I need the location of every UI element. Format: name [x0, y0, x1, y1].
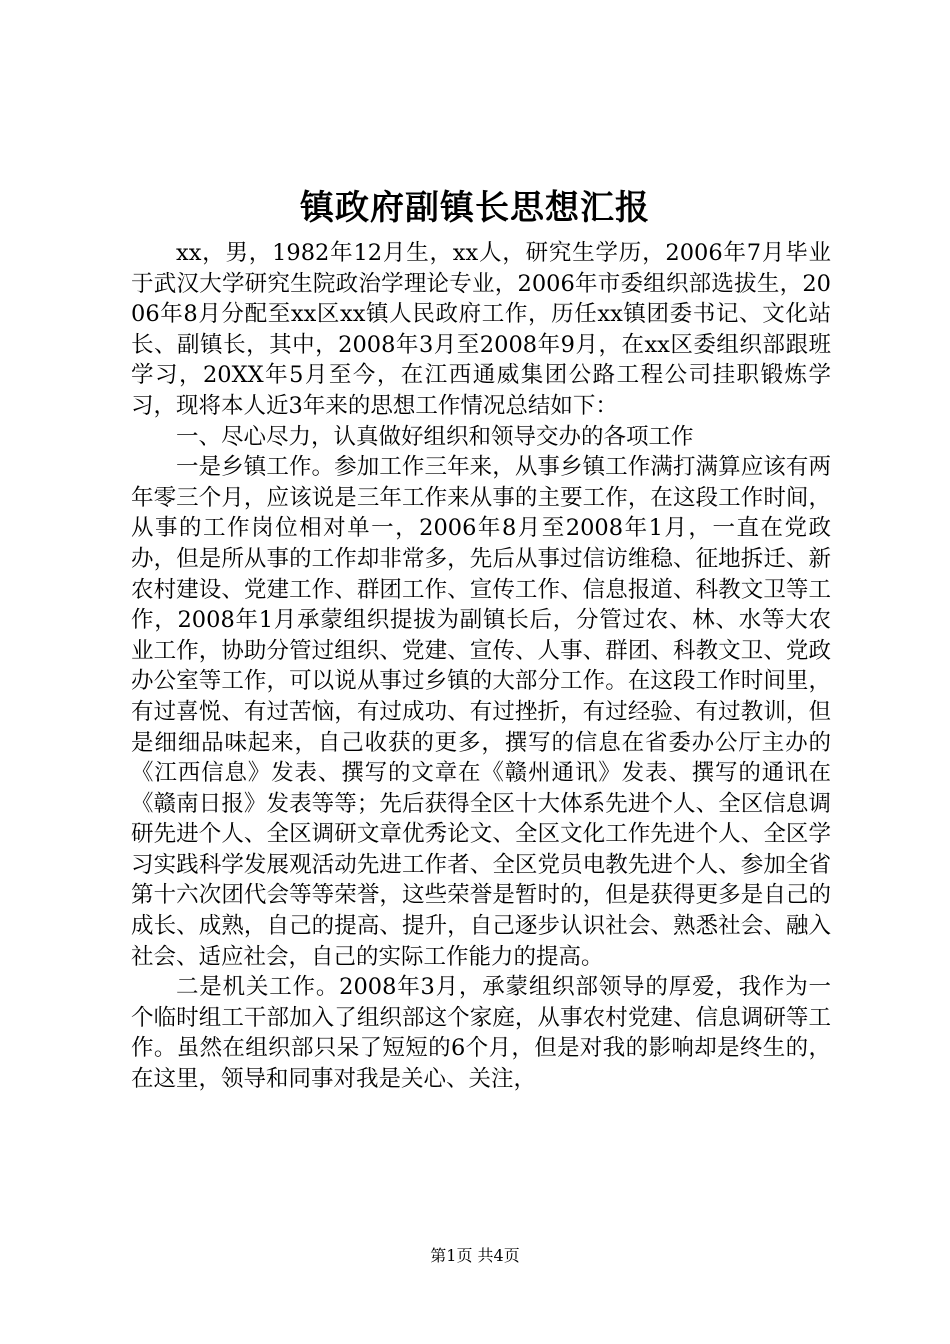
paragraph-township-work: 一是乡镇工作。参加工作三年来，从事乡镇工作满打满算应该有两年零三个月，应该说是三年工作来从事的主要工作，在这段工作时间，从事的工作岗位相对单一，2006年8月至2008年1月，一直在党政办，但是所从事的工作却非常多，先后从事过信访维稳、征地拆迁、新农村建设、党建工作、群团工作、宣传工作、信息报道、科教文卫等工作，2008年1月承蒙组织提拔为副镇长后，分管过农、林、水等大农业工作，协助分管过组织、党建、宣传、人事、群团、科教文卫、党政办公室等工作，可以说从事过乡镇的大部分工作。在这段工作时间里，有过喜悦、有过苦恼，有过成功、有过挫折，有过经验、有过教训，但是细细品味起来，自己收获的更多，撰写的信息在省委办公厅主办的《江西信息》发表、撰写的文章在《赣州通讯》发表、撰写的通讯在《赣南日报》发表等等；先后获得全区十大体系先进个人、全区信息调研先进个人、全区调研文章优秀论文、全区文化工作先进个人、全区学习实践科学发展观活动先进工作者、全区党员电教先进个人、参加全省第十六次团代会等等荣誉，这些荣誉是暂时的，但是获得更多是自己的成长、成熟，自己的提高、提升，自己逐步认识社会、熟悉社会、融入社会、适应社会，自己的实际工作能力的提高。 — [131, 454, 831, 970]
paragraph-intro: xx，男，1982年12月生，xx人，研究生学历，2006年7月毕业于武汉大学研究生院政治学理论专业，2006年市委组织部选拔生，2006年8月分配至xx区xx镇人民政府工作，历任xx镇团委书记、文化站长、副镇长，其中，2008年3月至2008年9月，在xx区委组织部跟班学习，20XX年5月至今，在江西通威集团公路工程公司挂职锻炼学习，现将本人近3年来的思想工作情况总结如下： — [131, 240, 831, 419]
paragraph-agency-work: 二是机关工作。2008年3月，承蒙组织部领导的厚爱，我作为一个临时组工干部加入了组织部这个家庭，从事农村党建、信息调研等工作。虽然在组织部只呆了短短的6个月，但是对我的影响却是终生的，在这里，领导和同事对我是关心、关注， — [131, 974, 831, 1093]
page-footer: 第1页 共4页 — [430, 1246, 520, 1265]
document-title: 镇政府副镇长思想汇报 — [300, 188, 650, 228]
section-heading-1: 一、尽心尽力，认真做好组织和领导交办的各项工作 — [176, 423, 694, 450]
document-body — [131, 238, 831, 1095]
